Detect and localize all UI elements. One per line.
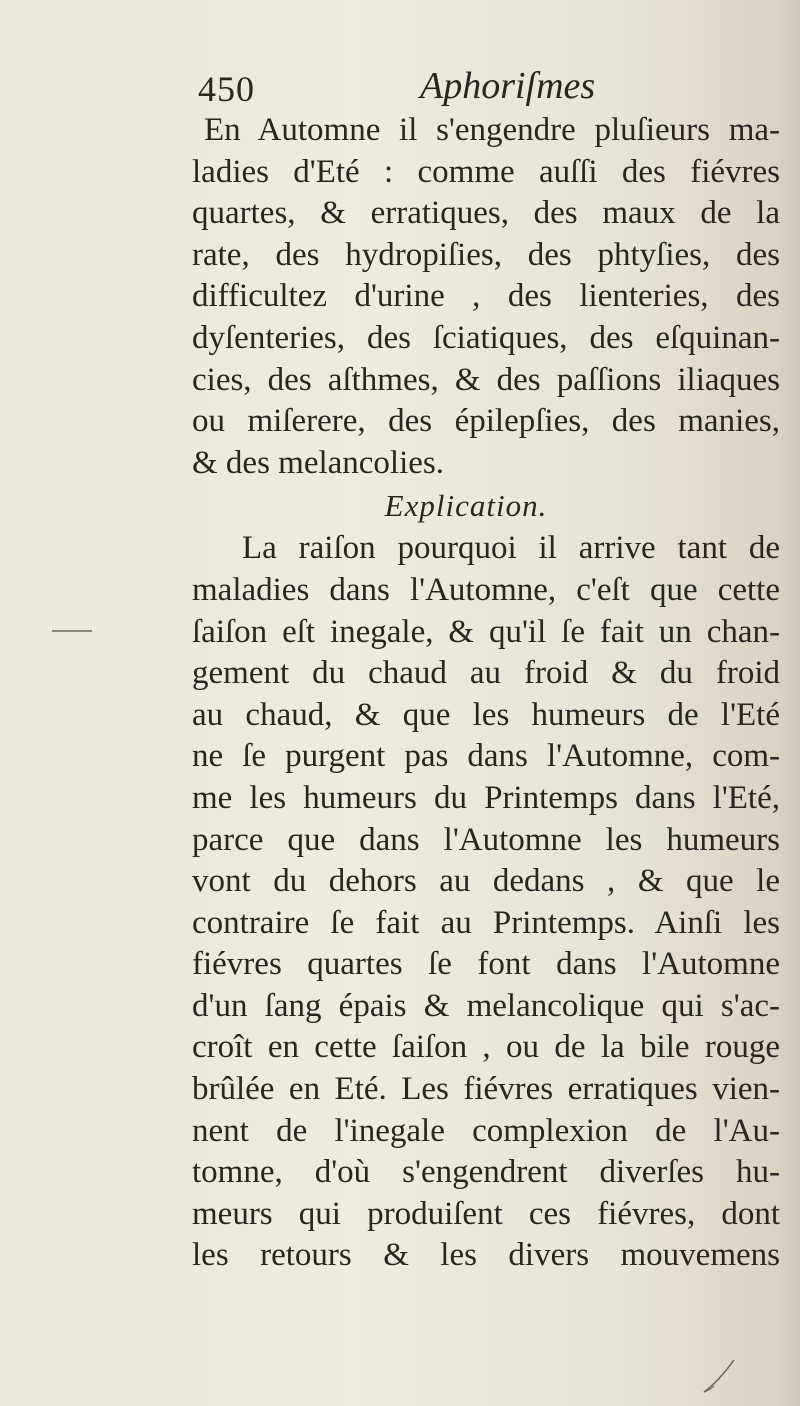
page-number: 450 (198, 69, 255, 109)
text-line: ou miſerere, des épilepſies, des manies, (192, 403, 780, 440)
text-line: ladies d'Eté : comme auſſi des fiévres (192, 153, 780, 190)
text-line: tomne, d'où s'engendrent diverſes hu- (192, 1154, 780, 1191)
text-line: d'un ſang épais & melancolique qui s'ac- (192, 987, 780, 1024)
text-line: nent de l'inegale complexion de l'Au- (192, 1112, 780, 1149)
text-line: ne ſe purgent pas dans l'Automne, com- (192, 738, 780, 775)
text-line: meurs qui produiſent ces fiévres, dont (192, 1195, 780, 1232)
text-line: gement du chaud au froid & du froid (192, 655, 780, 692)
section-heading: Explication. (384, 488, 548, 524)
text-line: me les humeurs du Printemps dans l'Eté, (192, 779, 780, 816)
text-line: & des melancolies. (192, 444, 445, 481)
text-line: brûlée en Eté. Les fiévres erratiques vien- (192, 1071, 780, 1108)
text-line: fiévres quartes ſe font dans l'Automne (192, 946, 780, 983)
page-header (198, 60, 758, 116)
text-line: dyſenteries, des ſciatiques, des eſquinan- (192, 319, 780, 356)
text-line: cies, des aſthmes, & des paſſions iliaques (192, 361, 780, 398)
text-line: rate, des hydropiſies, des phtyſies, des (192, 236, 780, 273)
text-line: parce que dans l'Automne les humeurs (192, 821, 780, 858)
text-line: croît en cette ſaiſon , ou de la bile rouge (192, 1029, 780, 1066)
text-body (192, 110, 780, 1277)
text-line: La raiſon pourquoi il arrive tant de (242, 530, 780, 567)
pen-mark-icon (700, 1356, 740, 1396)
text-line: ſaiſon eſt inegale, & qu'il ſe fait un chan- (192, 613, 780, 650)
text-line: vont du dehors au dedans , & que le (192, 863, 780, 900)
text-line: contraire ſe fait au Printemps. Ainſi les (192, 904, 780, 941)
text-line: difficultez d'urine , des lienteries, des (192, 278, 780, 315)
text-line: maladies dans l'Automne, c'eſt que cette (192, 571, 780, 608)
running-title: Aphoriſmes (420, 65, 596, 107)
text-line: En Automne il s'engendre pluſieurs ma- (204, 112, 780, 148)
text-line: les retours & les divers mouvemens (192, 1237, 780, 1274)
text-line: quartes, & erratiques, des maux de la (192, 195, 780, 232)
text-line: au chaud, & que les humeurs de l'Eté (192, 696, 780, 733)
margin-mark (52, 630, 92, 632)
